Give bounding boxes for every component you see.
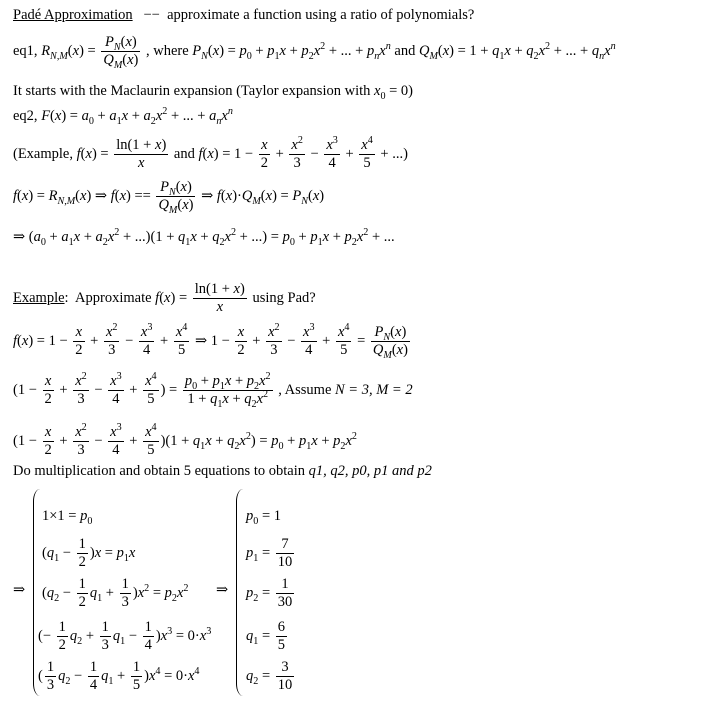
page-subtitle: approximate a function using a ratio of polynomials? (167, 7, 475, 23)
intro-line: It starts with the Maclaurin expansion (Taylor expansion with $x_0 = 0$) (13, 83, 414, 102)
title-dash: −− (143, 7, 160, 23)
example-open-label: (Example, (13, 146, 73, 163)
p1-numerator: 7 (276, 537, 295, 554)
solution-p0: $p_0 = 1$ (246, 508, 281, 527)
equation-2: ($q_1$ − $\frac{1}{2}$ )$x = p_1x$ (42, 536, 136, 571)
where-label: , where (146, 43, 189, 60)
title-line (13, 8, 474, 23)
equation-1: $1\times 1 = p_0$ (42, 508, 93, 527)
q2-numerator: 3 (276, 660, 295, 677)
solution-q1: $q_1$ = $\frac{6}{5}$ (246, 619, 285, 654)
and-f-label: and (173, 146, 195, 163)
implication-line: $f(x) = R_{N,M}(x)$ ⇒ f(x) == $\frac{P_N(x)}{Q_M(x)}$ ⇒ $f(x)\cdot Q_M(x) = P_N(x)$ (13, 179, 325, 217)
pade-fraction: $\frac{P_N(x)}{Q_M(x)}$ (103, 34, 139, 72)
approximate-label: Approximate (75, 290, 152, 307)
eq1-line: eq1, $R_{N,M}(x)$ = $\frac{P_N(x)}{Q_M(x)}$ , where $P_N(x) = p_0 + p_1x + p_2x^2$ + ... + $p_nx^n$ and $Q_M(x) = 1 + q_1x + q_2x^2$ + ... + $q_nx^n$ (13, 34, 616, 72)
and-label: and (394, 43, 416, 60)
p1-denominator: 10 (277, 554, 293, 571)
using-pade-label: using Pad? (252, 290, 316, 307)
series-ratio-line: f(x) = 1 − $\frac{x}{2}$ + $\frac{x^2}{3}$ − $\frac{x^3}{4}$ + $\frac{x^4}{5}$ ⇒ 1 − $\frac{x}{2}$ + $\frac{x^2}{3}$ − $\frac{x^3}{4}$ + $\frac{x^4}{5}$ = $\frac{P_N(x)}{Q_M(x)}$ (13, 322, 408, 362)
unknowns-list: q1, q2, p0, p1 and p2 (308, 463, 432, 479)
product-line: ⇒ $(a_0 + a_1x + a_2x^2 + ...)(1 + q_1x + q_2x^2$ + ...) = $p_0 + p_1x + p_2x^2$ + ... (13, 227, 395, 248)
example-heading: Example (13, 290, 65, 307)
solution-p1: $p_1$ = $\frac{7}{10}$ (246, 536, 293, 571)
assume-label: , Assume (278, 382, 332, 399)
implies-arrow-2: ⇒ (216, 582, 229, 598)
solution-p2: $p_2$ = $\frac{1}{30}$ (246, 576, 293, 611)
solution-q2: $q_2$ = $\frac{3}{10}$ (246, 659, 293, 694)
assume-values: N = 3, M = 2 (335, 382, 413, 399)
cross-multiply-line: (1 − $\frac{x}{2}$ + $\frac{x^2}{3}$ − $\frac{x^3}{4}$ + $\frac{x^4}{5}$ )$(1 + q_1x + q_2x^2) = p_0 + p_1x + p_2x^2$ (13, 422, 357, 459)
q1-denominator: 5 (277, 637, 285, 654)
equation-3: ($q_2$ − $\frac{1}{2}$ $q_1$ + $\frac{1}{3}$ )$x^2 = p_2x^2$ (42, 576, 189, 611)
eq2-label: eq2, (13, 108, 38, 124)
eq2-line: eq2, $F(x) = a_0 + a_1x + a_2x^2$ + ... + $a_nx^n$ (13, 106, 233, 127)
intro-text: It starts with the Maclaurin expansion (Taylor expansion with (13, 83, 371, 99)
q2-denominator: 10 (277, 677, 293, 694)
p0-value: 1 (273, 508, 281, 524)
eq1-label: eq1, (13, 43, 38, 60)
example-heading-line: Example: Approximate f(x) = $\frac{\ln(1 + x)}{x}$ using Pad? (13, 281, 316, 316)
p2-denominator: 30 (277, 594, 293, 611)
page-title: Padé Approximation (13, 7, 133, 23)
example-colon: : (64, 290, 69, 307)
example-series-line: (Example, f(x) = $\frac{\ln(1 + x)}{x}$ and f(x) = 1 − $\frac{x}{2}$ + $\frac{x^2}{3}$ − $\frac{x^3}{4}$ + $\frac{x^4}{5}$ + ...) (13, 135, 408, 172)
equation-5: ( $\frac{1}{3}$ $q_2$ − $\frac{1}{4}$ $q_1$ + $\frac{1}{5}$ )$x^4 = 0\cdot x^4$ (38, 659, 200, 694)
p2-numerator: 1 (276, 577, 295, 594)
assume-line: (1 − $\frac{x}{2}$ + $\frac{x^2}{3}$ − $\frac{x^3}{4}$ + $\frac{x^4}{5}$ ) = $\frac{p_0 + p_1x + p_2x^2}{1 + q_1x + q_2x^2}$ , Assume N = 3, M = 2 (13, 371, 413, 411)
q1-numerator: 6 (276, 620, 287, 637)
right-brace (236, 489, 243, 696)
do-multiplication-line (13, 464, 432, 479)
do-multiplication-text: Do multiplication and obtain 5 equations to obtain (13, 463, 305, 479)
equation-4: (− $\frac{1}{2}$ $q_2$ + $\frac{1}{3}$ $q_1$ − $\frac{1}{4}$ )$x^3 = 0\cdot x^3$ (38, 619, 212, 654)
implies-arrow-1: ⇒ (13, 582, 26, 598)
